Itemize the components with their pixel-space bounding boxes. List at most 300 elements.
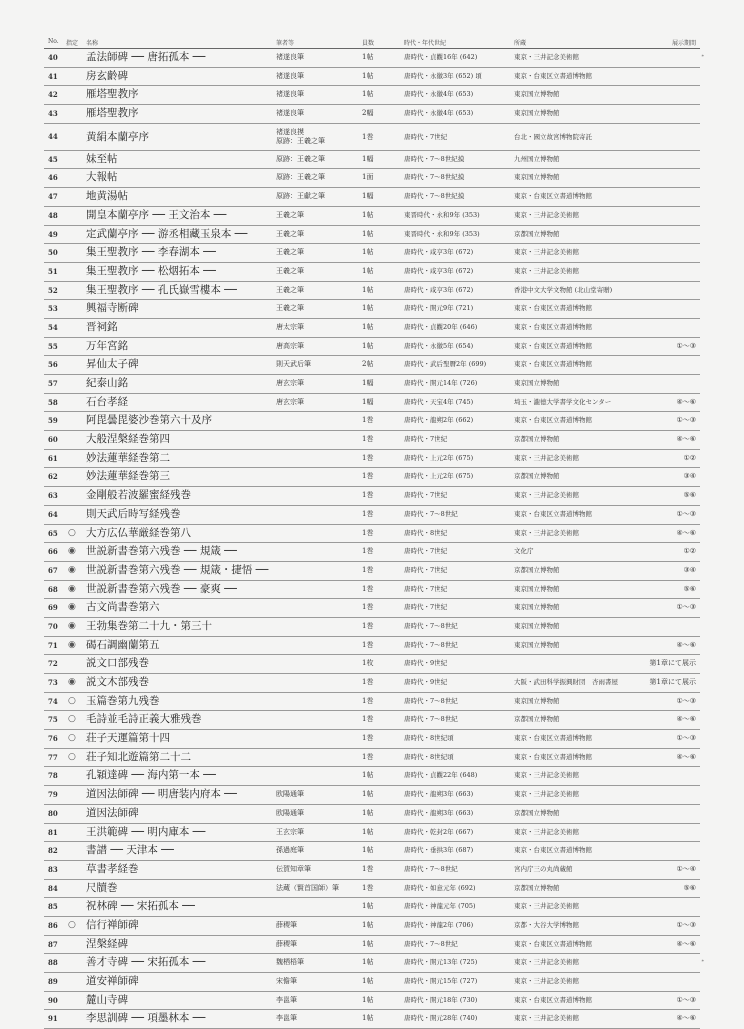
item-owner: 京都国立博物館 [514,229,560,238]
item-number: 54 [48,322,58,332]
item-author: 孫過庭筆 [276,846,304,855]
item-name: 大般涅槃経巻第四 [86,433,170,446]
item-author: 唐高宗筆 [276,341,304,350]
item-name: 荘子知北遊篇第二十二 [86,750,191,763]
item-era: 唐時代・如意元年 (692) [404,883,476,892]
item-era: 唐時代・貞觀22年 (648) [404,771,478,780]
table-row [44,655,700,674]
item-number: 66 [48,547,58,557]
item-count: 1帖 [362,902,374,911]
table-row [44,767,700,786]
item-number: 47 [48,192,58,202]
item-name: 大方広仏華厳経巻第八 [86,526,191,539]
item-period: ④〜⑥ [676,528,696,537]
table-row [44,992,700,1011]
item-name: 開皇本蘭亭序 ── 王文治本 ── [86,208,227,221]
item-number: 69 [48,603,58,613]
item-era: 唐時代・開元28年 (740) [404,1014,478,1023]
item-owner: 東京国立博物館 [514,621,560,630]
item-owner: 東京・台東区立書道博物館 [514,304,592,313]
item-owner: 東京・三井記念美術館 [514,977,579,985]
item-name: 妹至帖 [86,152,118,165]
item-era: 唐時代・永徽5年 (654) [404,341,474,350]
item-era: 唐時代・8世紀頃 [404,752,454,761]
item-count: 1帖 [362,71,374,80]
table-row [44,861,700,880]
item-period: ①〜③ [676,416,696,425]
item-name: 説文口部残巻 [86,657,149,670]
item-author: 褚遂良筆 [276,71,304,80]
item-name: 草書孝経巻 [86,862,139,875]
item-period: ①〜④ [676,864,696,873]
item-count: 1枚 [362,659,374,668]
item-number: 77 [48,752,58,762]
item-era: 唐時代・神龍2年 (706) [404,920,474,929]
item-name: 世説新書巻第六残巻 ── 規箴 ── [86,545,237,558]
item-count: 1帖 [362,827,374,836]
item-author: 原跡：王獻之筆 [276,192,325,201]
table-row [44,188,700,207]
item-owner: 宮内庁三の丸尚蔵館 [514,864,573,873]
item-count: 1帖 [362,341,374,350]
item-number: 44 [48,131,58,141]
item-number: 84 [48,883,58,893]
item-number: 90 [48,995,58,1005]
item-name: 石台孝経 [86,395,128,408]
item-count: 1帖 [362,229,374,238]
item-owner: 東京国立博物館 [514,603,560,612]
table-row [44,86,700,105]
header-era: 時代・年代世紀 [404,40,447,47]
item-period: ④〜⑥ [676,939,696,948]
table-row [44,954,704,973]
item-author: 則天武后筆 [276,360,311,369]
table-row [44,786,700,805]
item-era: 唐時代・上元2年 (675) [404,472,474,481]
item-count: 1帖 [362,322,374,331]
item-count: 1巻 [362,565,374,574]
item-count: 1幅 [362,397,374,406]
item-author: 原跡：王羲之筆 [276,154,325,163]
item-period: ③④ [683,472,696,481]
item-period: ①〜③ [676,509,696,518]
item-count: 1巻 [362,547,374,556]
table-row [44,124,700,151]
item-owner: 東京・三井記念美術館 [514,210,579,219]
item-period: ①〜③ [676,696,696,705]
header-author: 筆者等 [276,40,295,47]
designation-mark: ◉ [68,546,76,557]
item-owner: 文化庁 [514,547,534,556]
catalog-table [44,49,704,1029]
item-period: ④〜⑥ [676,397,696,406]
table-row [44,936,700,955]
item-period: ①〜③ [676,734,696,743]
table-row [44,1010,700,1029]
item-owner: 東京・三井記念美術館 [514,790,579,799]
item-era: 唐時代・9世紀 [404,659,448,668]
item-era: 唐時代・7〜8世紀摸 [404,173,465,182]
item-count: 1幅 [362,192,374,201]
item-number: 49 [48,229,58,239]
table-row [44,581,700,600]
table-row [44,394,700,413]
table-row [44,973,700,992]
item-number: 48 [48,210,58,220]
item-era: 唐時代・咸亨3年 (672) [404,285,474,294]
item-author: 李邕筆 [276,995,297,1004]
item-period: ④〜⑥ [676,435,696,444]
item-owner: 東京国立博物館 [514,90,560,99]
designation-mark: ◉ [68,564,76,575]
item-author: 王羲之筆 [276,248,304,257]
item-era: 唐時代・垂拱3年 (687) [404,846,474,855]
item-owner: 京都国立博物館 [514,808,560,817]
item-era: 唐時代・開元13年 (725) [404,958,478,967]
item-era: 唐時代・永徽4年 (653) [404,90,474,99]
item-era: 唐時代・7世紀 [404,603,448,612]
item-name: 大報帖 [86,171,118,184]
item-owner: 東京・三井記念美術館 [514,827,579,836]
item-count: 1巻 [362,678,374,686]
item-author: 王羲之筆 [276,210,304,219]
item-era: 東晋時代・永和9年 (353) [404,229,480,238]
item-number: 88 [48,958,58,968]
item-era: 東晋時代・永和9年 (353) [404,210,480,219]
item-number: 89 [48,977,58,986]
item-era: 唐時代・7世紀 [404,435,448,444]
table-row [44,917,700,936]
item-count: 1巻 [362,491,374,500]
item-name: 尺牘巻 [86,881,118,894]
item-period: ①〜③ [676,920,696,929]
table-row [44,693,700,712]
item-name: 説文木部残巻 [86,676,149,688]
table-row [44,749,700,768]
item-count: 1帖 [362,266,374,275]
item-number: 83 [48,864,58,874]
designation-mark: ◉ [68,677,76,687]
item-count: 1巻 [362,435,374,444]
item-author: 宋儋筆 [276,977,297,985]
item-era: 唐時代・永徽3年 (652) 頃 [404,71,482,80]
item-number: 53 [48,304,58,314]
item-count: 1巻 [362,509,374,518]
item-author: 唐太宗筆 [276,322,304,331]
item-number: 76 [48,734,58,744]
item-name: 善才寺碑 ── 宋拓孤本 ── [86,956,206,969]
item-owner: 東京国立博物館 [514,640,560,649]
table-row [44,244,700,263]
item-count: 1帖 [362,53,374,61]
item-number: 68 [48,584,58,594]
table-row [44,105,700,124]
item-owner: 東京国立博物館 [514,379,560,387]
item-name: 碣石調幽蘭第五 [86,638,160,651]
table-row [44,207,700,226]
item-count: 1巻 [362,453,374,462]
item-count: 1帖 [362,1014,374,1023]
item-number: 42 [48,90,58,100]
item-number: 58 [48,397,58,407]
item-period: ①〜③ [676,995,696,1004]
item-era: 唐時代・7〜8世紀摸 [404,192,465,201]
item-name: 毛詩並毛詩正義大雅残巻 [86,713,202,726]
item-number: 59 [48,416,58,426]
item-era: 唐時代・7世紀 [404,584,448,593]
item-number: 74 [48,696,58,706]
item-number: 43 [48,109,58,119]
item-number: 46 [48,173,58,183]
item-name: 黄絹本蘭亭序 [86,130,149,143]
item-owner: 東京・台東区立書道博物館 [514,939,592,948]
item-note: * [701,54,704,60]
item-count: 1帖 [362,90,374,99]
item-owner: 東京・台東区立書道博物館 [514,360,592,369]
item-owner: 東京・三井記念美術館 [514,958,579,967]
item-name: 王勃集巻第二十九・第三十 [86,619,212,632]
item-era: 唐時代・7〜8世紀 [404,640,458,649]
item-owner: 東京国立博物館 [514,109,560,118]
item-count: 1巻 [362,715,374,724]
item-era: 唐時代・開元14年 (726) [404,379,478,387]
item-count: 1巻 [362,132,374,141]
table-row [44,151,700,170]
header-owner: 所蔵 [514,40,527,47]
item-owner: 東京・台東区立書道博物館 [514,322,592,331]
item-owner: 京都・大谷大学博物館 [514,920,579,929]
item-count: 2帖 [362,360,374,369]
item-count: 1巻 [362,640,374,649]
item-number: 51 [48,266,58,276]
item-name: 祝林碑 ── 宋拓孤本 ── [86,900,195,913]
item-author-original: 原跡：王羲之筆 [276,136,325,145]
item-era: 唐時代・7〜8世紀 [404,696,458,705]
item-name: 晋祠銘 [86,320,118,333]
item-owner: 台北・國立故宮博物院寄託 [514,132,592,141]
item-author: 薛稷筆 [276,920,297,929]
item-owner: 東京・台東区立書道博物館 [514,734,592,743]
item-owner: 東京・台東区立書道博物館 [514,509,592,518]
table-row [44,730,700,749]
item-period: ⑤⑥ [683,491,696,500]
item-owner: 京都国立博物館 [514,883,560,892]
item-name: 信行禅師碑 [86,918,139,931]
table-row [44,338,700,357]
item-count: 1帖 [362,285,374,294]
table-row [44,805,700,824]
item-period: ①〜③ [676,603,696,612]
item-owner: 東京国立博物館 [514,584,560,593]
item-count: 1巻 [362,472,374,481]
item-era: 唐時代・龍朔2年 (662) [404,416,474,425]
item-name: 世説新書巻第六残巻 ── 規箴・捷悟 ── [86,563,269,576]
item-owner: 東京・台東区立書道博物館 [514,71,592,80]
item-owner: 東京・台東区立書道博物館 [514,995,592,1004]
item-author: 褚遂良筆 [276,53,304,61]
item-number: 87 [48,939,58,949]
item-era: 唐時代・武后聖曆2年 (699) [404,360,487,369]
item-count: 1巻 [362,584,374,593]
item-name: 万年宮銘 [86,339,128,352]
item-count: 1帖 [362,771,374,780]
table-row [44,468,700,487]
item-author: 褚遂良筆 [276,109,304,118]
item-count: 1帖 [362,210,374,219]
item-author: 薛稷筆 [276,939,297,948]
item-era: 唐時代・龍朔3年 (663) [404,808,474,817]
item-name: 妙法蓮華経巻第二 [86,451,170,464]
item-owner: 東京・三井記念美術館 [514,771,579,780]
table-row [44,618,700,637]
item-owner: 東京・三井記念美術館 [514,1014,579,1023]
item-number: 50 [48,248,58,258]
item-name: 興福寺断碑 [86,302,139,315]
table-row [44,898,700,917]
item-author: 唐玄宗筆 [276,397,304,406]
item-name: 集王聖教序 ── 松烟拓本 ── [86,264,216,277]
item-name: 妙法蓮華経巻第三 [86,470,170,483]
item-count: 1帖 [362,920,374,929]
item-era: 唐時代・7〜8世紀 [404,621,458,630]
item-owner: 東京・台東区立書道博物館 [514,341,592,350]
item-era: 唐時代・咸亨3年 (672) [404,266,474,275]
item-period: 第1章にて展示 [649,678,696,686]
designation-mark: ◉ [68,602,76,613]
item-name: 涅槃経碑 [86,937,128,950]
table-row [44,543,700,562]
item-number: 41 [48,71,58,81]
item-name: 道安禅師碑 [86,975,139,987]
table-row [44,300,700,319]
table-row [44,375,700,394]
header-name: 名称 [86,40,99,47]
item-era: 唐時代・9世紀 [404,678,448,686]
table-row [44,842,700,861]
item-number: 65 [48,528,58,538]
item-owner: 香港中文大学文物館 (北山堂寄贈) [514,285,613,294]
designation-mark: ○ [68,527,76,538]
item-name: 阿毘曇毘婆沙巻第六十及序 [86,414,212,427]
item-era: 唐時代・7〜8世紀 [404,509,458,518]
table-row [44,637,700,656]
item-period: ④〜⑥ [676,752,696,761]
item-era: 唐時代・天宝4年 (745) [404,397,474,406]
item-number: 85 [48,902,58,912]
item-name: 荘子天運篇第十四 [86,732,170,745]
item-count: 1巻 [362,752,374,761]
table-row [44,412,700,431]
table-row [44,487,700,506]
item-owner: 東京・三井記念美術館 [514,491,579,500]
item-era: 唐時代・7世紀 [404,132,448,141]
item-author: 原跡：王羲之筆 [276,173,325,182]
item-owner: 京都国立博物館 [514,715,560,724]
item-name: 紀泰山銘 [86,377,128,389]
designation-mark: ○ [68,751,76,762]
item-name: 房玄齡碑 [86,69,128,82]
table-row [44,450,700,469]
item-number: 73 [48,678,58,687]
item-count: 1帖 [362,995,374,1004]
item-author: 李邕筆 [276,1014,297,1023]
item-number: 70 [48,621,58,631]
item-count: 1帖 [362,977,374,985]
item-era: 唐時代・貞觀20年 (646) [404,322,478,331]
item-author: 魏栖梧筆 [276,958,304,967]
item-count: 1帖 [362,790,374,799]
item-era: 唐時代・7世紀 [404,565,448,574]
item-number: 79 [48,790,58,800]
item-author: 唐玄宗筆 [276,379,304,387]
item-number: 57 [48,379,58,388]
item-name: 雁塔聖教序 [86,88,139,101]
item-count: 1幅 [362,379,374,387]
table-row [44,356,700,375]
item-owner: 東京・台東区立書道博物館 [514,192,592,201]
item-era: 唐時代・神龍元年 (705) [404,902,476,911]
item-count: 1巻 [362,416,374,425]
item-owner: 埼玉・瀧德大学書学文化センター [514,397,612,406]
item-count: 1帖 [362,304,374,313]
item-name: 地黄湯帖 [86,190,128,203]
item-author: 王羲之筆 [276,229,304,238]
item-name: 王洪範碑 ── 明内庫本 ── [86,825,206,838]
item-count: 2幅 [362,109,374,118]
item-number: 81 [48,827,58,837]
item-number: 86 [48,920,58,930]
item-owner: 東京国立博物館 [514,173,560,182]
table-row [44,68,700,87]
designation-mark: ◉ [68,620,76,631]
table-row [44,711,700,730]
item-count: 1巻 [362,734,374,743]
item-number: 72 [48,659,58,669]
item-name: 集王聖教序 ── 孔氏嶽雪樓本 ── [86,283,237,296]
item-era: 唐時代・8世紀 [404,528,448,537]
item-author-line: 褚遂良摸 [276,127,304,136]
item-period: ①② [683,453,696,462]
item-era: 唐時代・咸亨3年 (672) [404,248,474,257]
item-era: 唐時代・7〜8世紀 [404,939,458,948]
item-era: 唐時代・貞觀16年 (642) [404,53,478,61]
item-author: 欧陽通筆 [276,790,304,799]
item-owner: 京都国立博物館 [514,472,560,481]
item-period: ⑤⑥ [683,883,696,892]
item-owner: 東京・三井記念美術館 [514,902,579,911]
item-number: 52 [48,285,58,295]
item-number: 62 [48,472,58,482]
table-row [44,562,700,581]
item-era: 唐時代・龍朔3年 (663) [404,790,474,799]
item-author: 王羲之筆 [276,304,304,313]
item-era: 唐時代・8世紀頃 [404,734,454,743]
table-row [44,431,700,450]
item-name: 孟法師碑 ── 唐拓孤本 ── [86,51,206,63]
item-period: ③④ [683,565,696,574]
item-name: 集王聖教序 ── 李春湖本 ── [86,246,216,259]
item-owner: 大阪・武田科学振興財団 杏雨書屋 [514,678,618,686]
item-author: 王羲之筆 [276,285,304,294]
item-count: 1巻 [362,883,374,892]
designation-mark: ○ [68,733,76,744]
item-name: 書譜 ── 天津本 ── [86,844,174,857]
table-row [44,880,700,899]
item-name: 世説新書巻第六残巻 ── 豪爽 ── [86,582,237,595]
designation-mark: ○ [68,714,76,725]
table-row [44,282,700,301]
item-owner: 京都国立博物館 [514,435,560,444]
